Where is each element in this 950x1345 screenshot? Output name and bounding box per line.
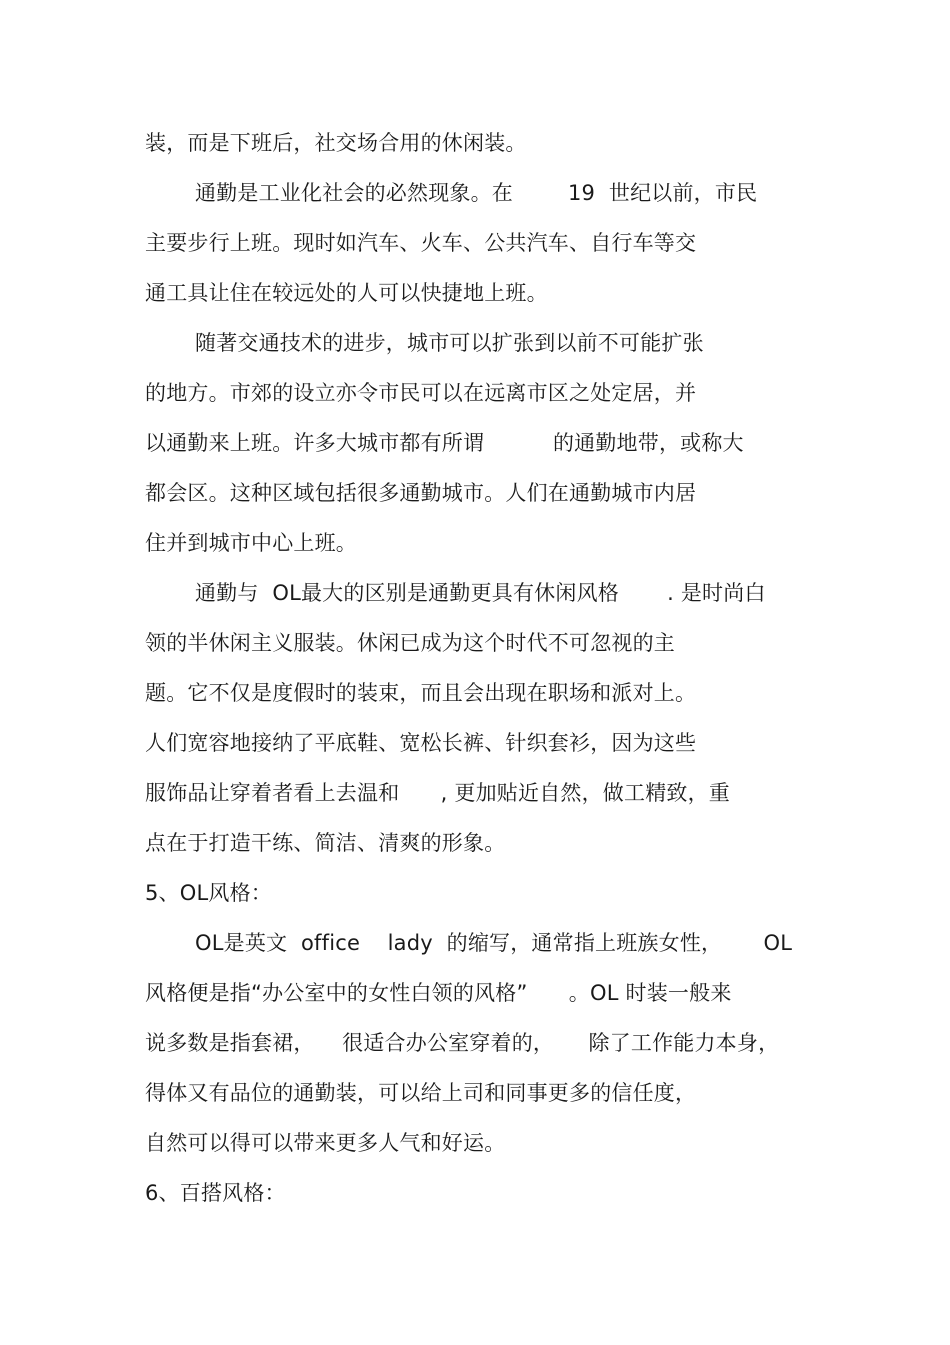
- text-line: 人们宽容地接纳了平底鞋、宽松长裤、针织套衫，因为这些: [145, 731, 697, 755]
- text-line: 住并到城市中心上班。: [145, 531, 357, 555]
- paragraph-start-line: 随著交通技术的进步，城市可以扩张到以前不可能扩张: [195, 331, 704, 355]
- text-line: 说多数是指套裙， 很适合办公室穿着的， 除了工作能力本身，: [145, 1031, 780, 1055]
- text-line: 的地方。市郊的设立亦令市民可以在远离市区之处定居，并: [145, 381, 697, 405]
- text-line: 自然可以得可以带来更多人气和好运。: [145, 1131, 506, 1155]
- text-line: 都会区。这种区域包括很多通勤城市。人们在通勤城市内居: [145, 481, 697, 505]
- section-heading: 6、百搭风格：: [145, 1181, 286, 1205]
- paragraph-start-line: 通勤是工业化社会的必然现象。在 19 世纪以前，市民: [195, 181, 758, 205]
- text-line: 服饰品让穿着者看上去温和 , 更加贴近自然，做工精致，重: [145, 781, 730, 805]
- text-line: 装，而是下班后，社交场合用的休闲装。: [145, 131, 527, 155]
- text-line: 风格便是指“办公室中的女性白领的风格” 。OL 时装一般来: [145, 981, 732, 1005]
- text-line: 得体又有品位的通勤装，可以给上司和同事更多的信任度，: [145, 1081, 697, 1105]
- text-line: 以通勤来上班。许多大城市都有所谓 的通勤地带，或称大: [145, 431, 744, 455]
- text-line: 题。它不仅是度假时的装束，而且会出现在职场和派对上。: [145, 681, 697, 705]
- paragraph-start-line: 通勤与 OL最大的区别是通勤更具有休闲风格 . 是时尚白: [195, 581, 766, 605]
- paragraph-start-line: OL是英文 office lady 的缩写，通常指上班族女性， OL: [195, 931, 793, 955]
- text-line: 主要步行上班。现时如汽车、火车、公共汽车、自行车等交: [145, 231, 697, 255]
- text-line: 领的半休闲主义服装。休闲已成为这个时代不可忽视的主: [145, 631, 675, 655]
- text-line: 点在于打造干练、简洁、清爽的形象。: [145, 831, 506, 855]
- text-line: 通工具让住在较远处的人可以快捷地上班。: [145, 281, 548, 305]
- section-heading: 5、OL风格：: [145, 881, 272, 905]
